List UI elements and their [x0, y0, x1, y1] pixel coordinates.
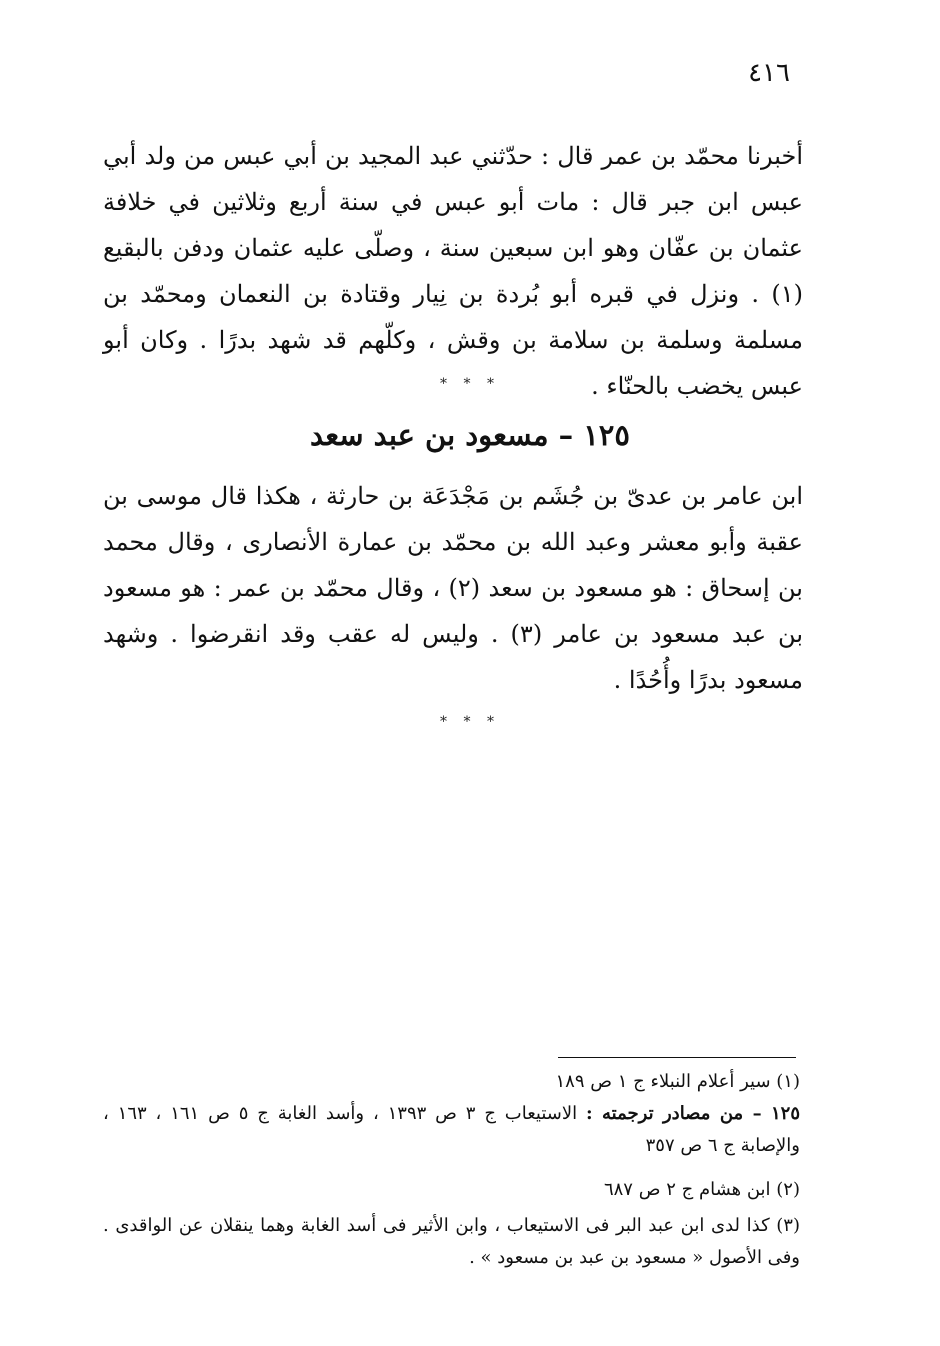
- footnote-3: (٣) كذا لدى ابن عبد البر فى الاستيعاب ، وابن الأثير فى أسد الغابة وهما ينقلان عن الواقدى . وفى الأصول « مسعود بن عبد بن مسعود » .: [103, 1215, 800, 1268]
- section-separator: * * *: [440, 376, 500, 392]
- footnote-1: (١) سير أعلام النبلاء ج ١ ص ١٨٩: [555, 1071, 800, 1092]
- footnote-sources: [103, 1098, 800, 1162]
- footnote-rule: [558, 1057, 796, 1058]
- page-number: ٤١٦: [748, 58, 790, 88]
- entry-heading: ١٢٥ – مسعود بن عبد سعد: [310, 418, 630, 452]
- footnote-sources-label: ١٢٥ – من مصادر ترجمته :: [585, 1103, 800, 1124]
- paragraph-abu-abs: أخبرنا محمّد بن عمر قال : حدّثني عبد المجيد بن أبي عبس من ولد أبي عبس ابن جبر قال : مات أبو عبس في سنة أربع وثلاثين في خلافة عثمان بن عفّان وهو ابن سبعين سنة ، وصلّى عليه عثمان ودفن بالبقيع (١) . ونزل في قبره أبو بُردة بن نِيار وقتادة بن النعمان ومحمّد بن مسلمة وسلمة بن سلامة بن وقش ، وكلّهم قد شهد بدرًا . وكان أبو عبس يخضب بالحنّاء .: [103, 142, 803, 400]
- paragraph-masud: ابن عامر بن عدىّ بن جُشَم بن مَجْدَعَة بن حارثة ، هكذا قال موسى بن عقبة وأبو معشر وعبد الله بن محمّد بن عمارة الأنصارى ، وقال محمد بن إسحاق : هو مسعود بن سعد (٢) ، وقال محمّد بن عمر : هو مسعود بن عبد مسعود بن عامر (٣) . وليس له عقب وقد انقرضوا . وشهد مسعود بدرًا وأُحُدًا .: [103, 482, 804, 694]
- footnote-sources-text: الاستيعاب ج ٣ ص ١٣٩٣ ، وأسد الغابة ج ٥ ص ١٦١ ، ١٦٣ ، والإصابة ج ٦ ص ٣٥٧: [103, 1103, 800, 1156]
- section-separator-end: * * *: [440, 714, 500, 730]
- footnote-2: (٢) ابن هشام ج ٢ ص ٦٨٧: [603, 1179, 800, 1200]
